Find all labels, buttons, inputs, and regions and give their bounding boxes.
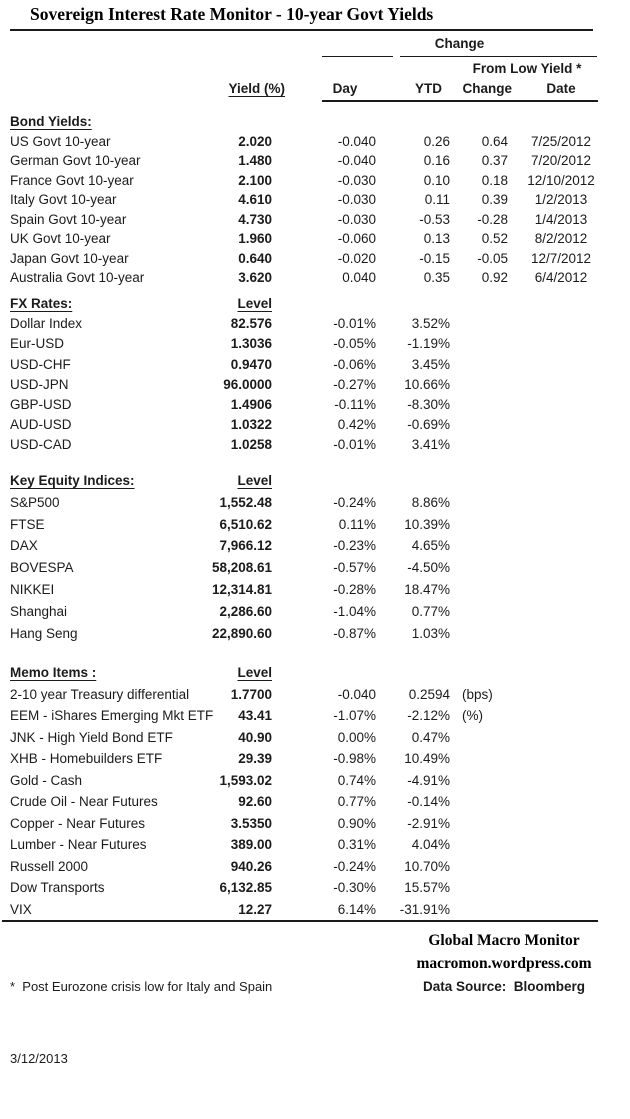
- cell-name: JNK - High Yield Bond ETF: [10, 729, 173, 745]
- section-title: FX Rates:: [10, 296, 73, 311]
- cell-date: [512, 877, 600, 899]
- cell-level: 4.610: [238, 192, 272, 207]
- cell-name: Russell 2000: [10, 858, 89, 874]
- spacer: [454, 294, 512, 314]
- table-row: [0, 579, 600, 601]
- cell-level: 6,132.85: [219, 880, 272, 896]
- cell-name: UK Govt 10-year: [10, 231, 111, 246]
- cell-ytd: -31.91%: [399, 902, 450, 918]
- cell-day: 0.74%: [337, 772, 376, 788]
- table-row: [0, 151, 600, 171]
- cell-name: Spain Govt 10-year: [10, 211, 127, 227]
- cell-date: 12/10/2012: [527, 172, 595, 188]
- cell-level: 43.41: [238, 708, 272, 724]
- cell-change: [454, 557, 512, 579]
- cell-day: -0.24%: [333, 858, 376, 874]
- cell-change: [454, 355, 512, 375]
- table-row: [0, 748, 600, 770]
- cell-name: Australia Govt 10-year: [10, 270, 145, 285]
- cell-change: [454, 770, 512, 792]
- cell-name: Eur-USD: [10, 336, 65, 352]
- cell-day: -0.98%: [333, 751, 376, 767]
- table-row: [0, 375, 600, 395]
- table-row: [0, 834, 600, 856]
- cell-day: -0.87%: [333, 625, 376, 641]
- section-header-row: [0, 470, 600, 492]
- table-row: [0, 314, 600, 334]
- spacer: [512, 294, 600, 314]
- cell-level: 1.3036: [230, 336, 272, 352]
- cell-level: 1.960: [238, 231, 272, 246]
- brand-name: Global Macro Monitor: [428, 932, 580, 949]
- cell-ytd: 0.35: [423, 270, 450, 285]
- cell-day: 0.42%: [337, 417, 376, 433]
- level-column-label: Level: [237, 296, 272, 311]
- table-row: [0, 899, 600, 921]
- spacer: [278, 662, 382, 684]
- cell-level: 3.5350: [230, 815, 272, 831]
- footer-rule: [2, 920, 598, 922]
- table-row: [0, 535, 600, 557]
- section-header-row: [0, 112, 600, 132]
- cell-day: 0.31%: [337, 837, 376, 853]
- table-row: [0, 171, 600, 191]
- section-memo-items: [0, 662, 600, 921]
- section-header-row: [0, 294, 600, 314]
- cell-day: -0.030: [337, 172, 376, 188]
- cell-level: 22,890.60: [211, 625, 272, 641]
- cell-day: -0.030: [337, 192, 376, 207]
- table-row: [0, 813, 600, 835]
- cell-date: [512, 492, 600, 514]
- cell-ytd: -8.30%: [407, 396, 450, 412]
- cell-ytd: 15.57%: [404, 880, 450, 896]
- cell-level: 2,286.60: [219, 603, 272, 619]
- spacer: [454, 470, 512, 492]
- cell-day: -0.040: [337, 153, 376, 168]
- cell-date: [512, 314, 600, 334]
- cell-date: [512, 601, 600, 623]
- cell-day: -0.040: [337, 686, 376, 702]
- spacer: [454, 112, 512, 132]
- cell-level: 0.9470: [230, 356, 272, 372]
- cell-change: [454, 415, 512, 435]
- data-source: Data Source: Bloomberg: [422, 979, 586, 994]
- cell-ytd: 10.39%: [404, 516, 450, 532]
- cell-date: [512, 813, 600, 835]
- cell-ytd: 0.13: [423, 231, 450, 246]
- spacer: [278, 112, 382, 132]
- cell-level: 82.576: [230, 316, 272, 332]
- cell-day: -0.06%: [333, 356, 376, 372]
- cell-day: -0.11%: [334, 396, 376, 412]
- spacer: [512, 470, 600, 492]
- title-rule: [10, 29, 593, 31]
- cell-ytd: -4.50%: [407, 560, 450, 576]
- section-title: Memo Items :: [10, 665, 97, 680]
- cell-name: BOVESPA: [10, 560, 74, 576]
- cell-change: -0.05: [477, 250, 508, 266]
- cell-change: [454, 791, 512, 813]
- cell-name: Japan Govt 10-year: [10, 250, 129, 266]
- spacer: [454, 662, 512, 684]
- table-row: [0, 791, 600, 813]
- cell-name: S&P500: [10, 494, 60, 510]
- cell-ytd: 1.03%: [411, 625, 450, 641]
- cell-change: [454, 395, 512, 415]
- cell-ytd: 4.04%: [411, 837, 450, 853]
- cell-ytd: 10.66%: [404, 376, 450, 392]
- cell-date: [512, 395, 600, 415]
- table-row: [0, 334, 600, 354]
- cell-name: Dow Transports: [10, 880, 105, 896]
- cell-day: -0.24%: [333, 494, 376, 510]
- cell-day: 0.11%: [338, 516, 376, 532]
- cell-level: 7,966.12: [219, 538, 272, 554]
- cell-ytd: 4.65%: [411, 538, 450, 554]
- cell-change: [454, 535, 512, 557]
- cell-date: [512, 355, 600, 375]
- cell-date: [512, 856, 600, 878]
- section-key-equity-indices: [0, 470, 600, 644]
- cell-day: 0.77%: [337, 794, 376, 810]
- cell-day: -0.27%: [333, 376, 376, 392]
- cell-change: -0.28: [477, 211, 508, 227]
- cell-date: 6/4/2012: [534, 270, 588, 285]
- cell-name: GBP-USD: [10, 396, 72, 412]
- cell-level: 12,314.81: [211, 581, 272, 597]
- cell-level: 1.0258: [230, 437, 272, 453]
- cell-name: Crude Oil - Near Futures: [10, 794, 158, 810]
- cell-date: [512, 770, 600, 792]
- level-column-label: Level: [237, 665, 272, 680]
- table-row: [0, 557, 600, 579]
- cell-level: 92.60: [238, 794, 272, 810]
- spacer: [278, 470, 382, 492]
- table-row: [0, 268, 600, 288]
- cell-name: DAX: [10, 538, 38, 554]
- section-header-row: [0, 662, 600, 684]
- cell-change: 0.39: [481, 192, 508, 207]
- cell-change: [454, 623, 512, 645]
- cell-name: EEM - iShares Emerging Mkt ETF: [10, 708, 214, 724]
- cell-ytd: 10.70%: [404, 858, 450, 874]
- cell-change: [454, 492, 512, 514]
- cell-day: -0.30%: [333, 880, 376, 896]
- cell-level: 58,208.61: [211, 560, 272, 576]
- cell-date: [512, 623, 600, 645]
- cell-ytd: 3.52%: [411, 316, 450, 332]
- cell-change: [454, 834, 512, 856]
- cell-day: 6.14%: [337, 902, 376, 918]
- table-row: [0, 623, 600, 645]
- cell-day: -1.04%: [333, 603, 376, 619]
- table-row: [0, 435, 600, 455]
- cell-day: -1.07%: [333, 708, 376, 724]
- cell-level: 1,593.02: [219, 772, 272, 788]
- cell-level: 1.4906: [230, 396, 272, 412]
- change-group-underline: [400, 56, 597, 57]
- cell-ytd: 0.26: [423, 133, 450, 149]
- cell-name: FTSE: [10, 516, 45, 532]
- cell-day: -0.030: [337, 211, 376, 227]
- yield-column-header: Yield (%): [228, 81, 285, 96]
- cell-date: 1/2/2013: [534, 192, 588, 207]
- cell-date: 8/2/2012: [534, 231, 588, 246]
- ytd-column-header: YTD: [415, 81, 442, 96]
- cell-level: 3.620: [238, 270, 272, 285]
- cell-ytd: 10.49%: [404, 751, 450, 767]
- cell-change: [454, 375, 512, 395]
- cell-level: 40.90: [238, 729, 272, 745]
- cell-ytd: -0.14%: [407, 794, 450, 810]
- table-row: [0, 856, 600, 878]
- cell-date: [512, 705, 600, 727]
- column-header-row: [0, 78, 600, 99]
- cell-day: -0.01%: [333, 316, 376, 332]
- section-bond-yields: [0, 112, 600, 288]
- cell-name: Dollar Index: [10, 316, 83, 332]
- cell-day: -0.040: [337, 133, 376, 149]
- cell-level: 1.7700: [230, 686, 272, 702]
- cell-change: [454, 877, 512, 899]
- spacer: [278, 294, 382, 314]
- cell-change: [454, 601, 512, 623]
- cell-name: AUD-USD: [10, 417, 72, 433]
- cell-change: 0.18: [481, 172, 508, 188]
- cell-ytd: -4.91%: [407, 772, 450, 788]
- footnote-text: * Post Eurozone crisis low for Italy and Spain: [10, 979, 273, 994]
- table-row: [0, 415, 600, 435]
- table-row: [0, 514, 600, 536]
- cell-change: [454, 435, 512, 455]
- cell-change: [454, 748, 512, 770]
- cell-name: 2-10 year Treasury differential: [10, 686, 190, 702]
- cell-day: 0.90%: [337, 815, 376, 831]
- cell-ytd: -0.53: [419, 211, 450, 227]
- cell-ytd: 0.10: [423, 172, 450, 188]
- from-low-yield-label: From Low Yield *: [472, 61, 582, 76]
- cell-date: 7/25/2012: [530, 133, 592, 149]
- cell-level: 6,510.62: [219, 516, 272, 532]
- cell-day: -0.05%: [333, 336, 376, 352]
- table-row: [0, 190, 600, 210]
- cell-name: Italy Govt 10-year: [10, 192, 117, 207]
- spacer: [382, 470, 454, 492]
- cell-date: [512, 334, 600, 354]
- cell-level: 2.100: [238, 172, 272, 188]
- cell-ytd: 0.47%: [411, 729, 450, 745]
- date-column-header: Date: [546, 81, 576, 96]
- cell-date: [512, 579, 600, 601]
- table-row: [0, 395, 600, 415]
- table-row: [0, 249, 600, 269]
- spacer: [382, 294, 454, 314]
- cell-ytd: 0.2594: [408, 686, 450, 702]
- brand-block: [384, 929, 624, 999]
- cell-ytd: 3.45%: [411, 356, 450, 372]
- spacer: [382, 662, 454, 684]
- level-column-label: [206, 112, 278, 132]
- cell-level: 940.26: [230, 858, 272, 874]
- cell-day: -0.01%: [333, 437, 376, 453]
- cell-level: 2.020: [238, 133, 272, 149]
- cell-date: 1/4/2013: [534, 211, 588, 227]
- cell-date: [512, 415, 600, 435]
- cell-name: France Govt 10-year: [10, 172, 134, 188]
- section-title: Bond Yields:: [10, 114, 92, 129]
- cell-change: [454, 579, 512, 601]
- cell-date: [512, 514, 600, 536]
- cell-change: 0.64: [481, 133, 508, 149]
- cell-name: Hang Seng: [10, 625, 78, 641]
- cell-name: USD-CHF: [10, 356, 71, 372]
- cell-level: 1.480: [238, 153, 272, 168]
- table-row: [0, 355, 600, 375]
- cell-date: [512, 791, 600, 813]
- cell-date: [512, 557, 600, 579]
- cell-date: [512, 727, 600, 749]
- cell-name: Shanghai: [10, 603, 68, 619]
- footnote-block: [10, 927, 272, 1119]
- cell-ytd: 3.41%: [411, 437, 450, 453]
- change-column-header: Change: [462, 81, 512, 96]
- cell-change: [454, 856, 512, 878]
- cell-name: USD-JPN: [10, 376, 69, 392]
- cell-day: -0.57%: [333, 560, 376, 576]
- cell-level: 389.00: [230, 837, 272, 853]
- table-row: [0, 601, 600, 623]
- day-group-underline: [322, 56, 393, 57]
- cell-date: [512, 535, 600, 557]
- cell-ytd: 0.11: [424, 192, 450, 207]
- cell-ytd: -1.19%: [407, 336, 450, 352]
- cell-day: -0.23%: [333, 538, 376, 554]
- table-row: [0, 877, 600, 899]
- cell-date: [512, 748, 600, 770]
- cell-name: VIX: [10, 902, 32, 918]
- cell-change: [454, 813, 512, 835]
- table-row: [0, 492, 600, 514]
- name-column-spacer: [0, 78, 206, 99]
- cell-level: 96.0000: [223, 376, 272, 392]
- section-fx-rates: [0, 294, 600, 456]
- cell-level: 4.730: [238, 211, 272, 227]
- cell-change: [454, 514, 512, 536]
- cell-ytd: 18.47%: [404, 581, 450, 597]
- cell-name: Lumber - Near Futures: [10, 837, 147, 853]
- table-row: [0, 770, 600, 792]
- table-row: [0, 210, 600, 230]
- cell-level: 1,552.48: [219, 494, 272, 510]
- spacer: [512, 662, 600, 684]
- cell-date: [512, 435, 600, 455]
- cell-change: [454, 899, 512, 921]
- cell-change: [454, 314, 512, 334]
- cell-level: 12.27: [238, 902, 272, 918]
- cell-day: -0.060: [337, 231, 376, 246]
- day-column-header: Day: [332, 81, 358, 96]
- cell-ytd: -2.91%: [407, 815, 450, 831]
- cell-date: [512, 834, 600, 856]
- cell-ytd: 0.16: [423, 153, 450, 168]
- cell-date: [512, 684, 600, 706]
- cell-day: 0.040: [342, 270, 376, 285]
- cell-change: 0.37: [481, 153, 508, 168]
- cell-change: [454, 727, 512, 749]
- cell-ytd: -0.69%: [407, 417, 450, 433]
- cell-name: USD-CAD: [10, 437, 72, 453]
- cell-level: 29.39: [238, 751, 272, 767]
- section-title: Key Equity Indices:: [10, 473, 135, 488]
- cell-level: 1.0322: [230, 417, 272, 433]
- cell-ytd: -2.12%: [407, 708, 450, 724]
- cell-change: 0.92: [481, 270, 508, 285]
- brand-url: macromon.wordpress.com: [416, 955, 592, 972]
- report-date: 3/12/2013: [10, 1051, 68, 1066]
- cell-date: [512, 899, 600, 921]
- cell-name: XHB - Homebuilders ETF: [10, 751, 163, 767]
- cell-unit: (bps): [462, 686, 493, 702]
- page-title: Sovereign Interest Rate Monitor - 10-year Govt Yields: [30, 4, 434, 24]
- table-row: [0, 684, 600, 706]
- table-row: [0, 727, 600, 749]
- cell-ytd: 8.86%: [411, 494, 450, 510]
- cell-level: 0.640: [238, 250, 272, 266]
- table-row: [0, 705, 600, 727]
- cell-date: [512, 375, 600, 395]
- cell-change: [454, 334, 512, 354]
- cell-day: -0.28%: [333, 581, 376, 597]
- cell-ytd: 0.77%: [411, 603, 450, 619]
- spacer: [512, 112, 600, 132]
- cell-name: US Govt 10-year: [10, 133, 111, 149]
- cell-date: 7/20/2012: [530, 153, 592, 168]
- cell-name: Gold - Cash: [10, 772, 83, 788]
- cell-date: 12/7/2012: [530, 250, 592, 266]
- cell-day: -0.020: [337, 250, 376, 266]
- table-row: [0, 132, 600, 152]
- cell-day: 0.00%: [337, 729, 376, 745]
- cell-name: NIKKEI: [10, 581, 55, 597]
- cell-ytd: -0.15: [419, 250, 450, 266]
- header-bottom-rule: [322, 100, 598, 102]
- spacer: [382, 112, 454, 132]
- cell-unit: (%): [462, 708, 483, 724]
- cell-change: 0.52: [481, 231, 508, 246]
- cell-name: Copper - Near Futures: [10, 815, 146, 831]
- table-row: [0, 229, 600, 249]
- level-column-label: Level: [237, 473, 272, 488]
- change-group-label: Change: [434, 36, 485, 51]
- cell-name: German Govt 10-year: [10, 153, 141, 168]
